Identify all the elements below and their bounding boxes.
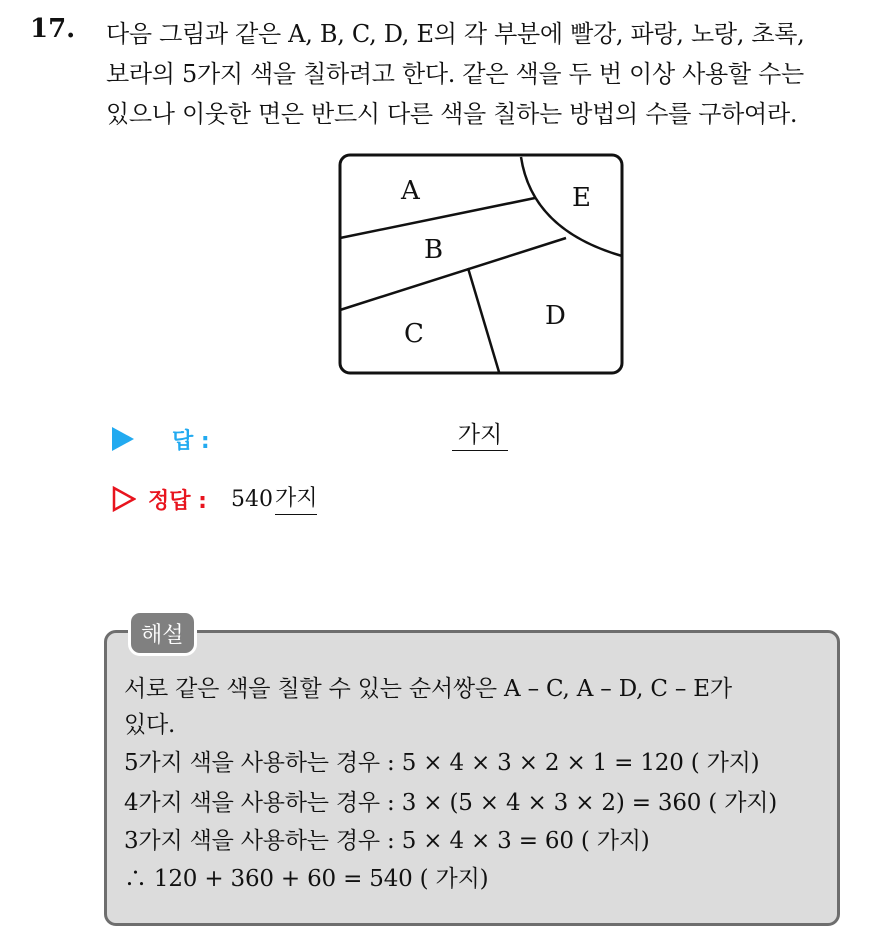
region-figure xyxy=(336,152,626,376)
question-line-3: 있으나 이웃한 면은 반드시 다른 색을 칠하는 방법의 수를 구하여라. xyxy=(106,100,798,128)
answer-label: 답 : xyxy=(172,428,210,454)
label-b: B xyxy=(424,235,444,265)
answer-blank: 가지 xyxy=(452,420,508,451)
solution-line-6: ∴ 120 + 360 + 60 = 540 ( 가지) xyxy=(124,866,489,892)
solution-line-2: 있다. xyxy=(124,712,176,738)
label-a: A xyxy=(401,176,420,206)
question-line-2: 보라의 5가지 색을 칠하려고 한다. 같은 색을 두 번 이상 사용할 수는 xyxy=(106,60,804,88)
play-triangle-icon xyxy=(112,427,134,451)
question-line-1: 다음 그림과 같은 A, B, C, D, E의 각 부분에 빨강, 파랑, 노랑, 초록, xyxy=(106,20,805,48)
correct-answer-unit: 가지 xyxy=(275,484,318,515)
answer-row xyxy=(112,422,210,456)
solution-line-5: 3가지 색을 사용하는 경우 : 5 × 4 × 3 = 60 ( 가지) xyxy=(124,828,650,854)
question-number: 17. xyxy=(30,14,76,44)
correct-answer-label: 정답 : xyxy=(148,488,207,514)
solution-tab: 해설 xyxy=(128,610,197,656)
outline-triangle-icon xyxy=(112,486,136,512)
solution-line-3: 5가지 색을 사용하는 경우 : 5 × 4 × 3 × 2 × 1 = 120 ( 가지) xyxy=(124,750,760,776)
solution-line-1: 서로 같은 색을 칠할 수 있는 순서쌍은 A – C, A – D, C – E가 xyxy=(124,676,732,702)
label-d: D xyxy=(545,301,566,331)
correct-answer-row xyxy=(112,482,317,516)
label-c: C xyxy=(404,319,424,349)
label-e: E xyxy=(572,183,591,213)
correct-answer-value: 540 xyxy=(230,486,273,512)
solution-line-4: 4가지 색을 사용하는 경우 : 3 × (5 × 4 × 3 × 2) = 360 ( 가지) xyxy=(124,790,778,816)
